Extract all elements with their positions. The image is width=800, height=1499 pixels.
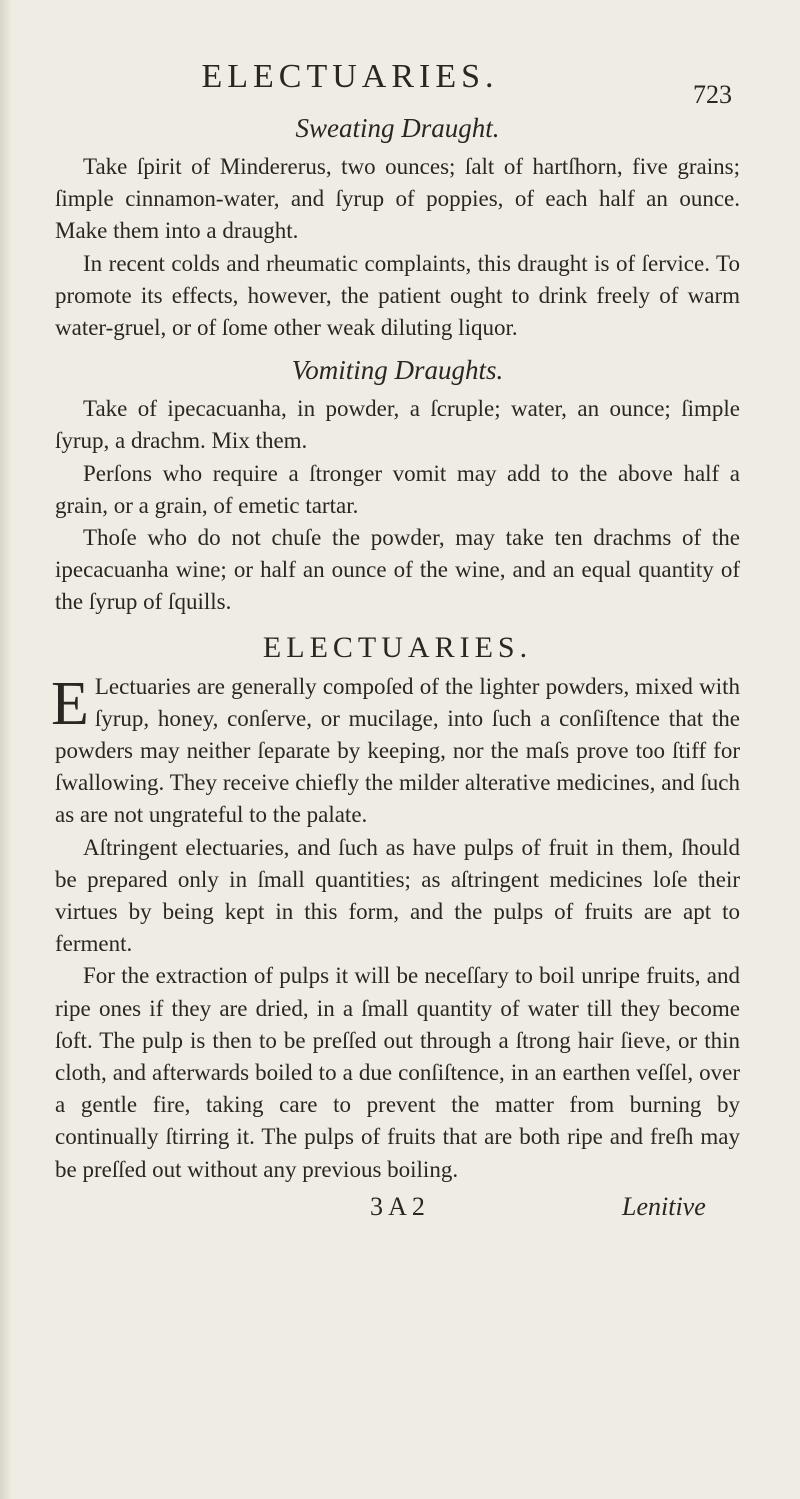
vomiting-draughts-heading: Vomiting Draughts. [291,355,504,386]
vomiting-alternative-paragraph: Thoſe who do not chuſe the powder, may take ten drachms of the ipecacuanha wine; or half an ounce of the wine, and an equal quantity of the ſyrup of ſquills. [55,525,740,615]
page-number: 723 [693,80,732,109]
electuaries-intro-paragraph [51,669,740,832]
pulp-extraction-paragraph: For the extraction of pulps it will be neceſſary to boil unripe fruits, and ripe ones if they are dried, in a ſmall quantity of water till they become ſoft. The pulp is then to be preſſed out through a ſtrong hair ſieve, or thin cloth, and afterwards boiled to a due conſiſtence, in an earthen veſſel, over a gentle fire, taking care to prevent the matter from burning by continually ſtirring it. The pulps of fruits that are both ripe and freſh may be preſſed out without any previous boiling. [55,963,740,1182]
running-head [0,58,800,109]
sweating-usage-paragraph: In recent colds and rheumatic complaints, this draught is of ſervice. To promote its effects, however, the patient ought to drink freely of warm water-gruel, or of ſome other weak diluting liquor. [55,250,740,341]
astringent-electuaries-paragraph: Aſtringent electuaries, and ſuch as have pulps of fruit in them, ſhould be prepared only in ſmall quantities; as aſtringent medicines loſe their virtues by being kept in this form, and the pulps of fruits are apt to ferment. [55,834,740,957]
signature-mark: 3 A 2 [370,1192,425,1221]
running-title: ELECTUARIES. [201,58,499,95]
catchword: Lenitive [622,1192,706,1221]
page-footer [0,1192,800,1228]
electuaries-intro-text: Lectuaries are generally compoſed of the lighter powders, mixed with ſyrup, honey, conſerve, or mucilage, into ſuch a conſiſtence that the powders may neither ſeparate by keeping, nor the maſs prove too ſtiff for ſwallowing. They receive chiefly the milder alterative medicines, and ſuch as are not ungrateful to the palate. [55,673,740,828]
drop-cap-letter: E [51,669,89,738]
page-gutter-shadow [0,0,12,1499]
sweating-draught-heading: Sweating Draught. [295,113,500,143]
electuaries-section-heading: ELECTUARIES. [262,630,533,664]
text-block [51,108,740,1186]
vomiting-recipe-paragraph: Take of ipecacuanha, in powder, a ſcruple; water, an ounce; ſimple ſyrup, a drachm. Mix them. [55,396,740,454]
vomiting-stronger-paragraph: Perſons who require a ſtronger vomit may add to the above half a grain, or a grain, of emetic tartar. [55,460,740,518]
sweating-recipe-paragraph: Take ſpirit of Mindererus, two ounces; ſalt of hartſhorn, five grains; ſimple cinnamon-water, and ſyrup of poppies, of each half an ounce. Make them into a draught. [55,154,740,244]
